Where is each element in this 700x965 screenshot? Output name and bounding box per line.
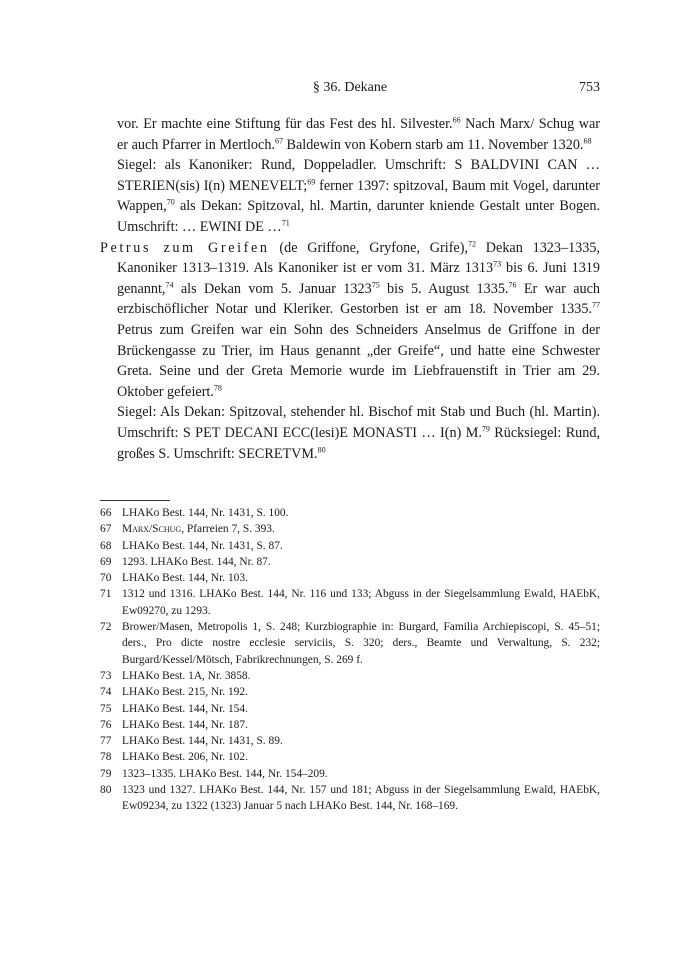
- footnote: [100, 554, 600, 570]
- footnote: [100, 668, 600, 684]
- text-run: Petrus zum Greifen war ein Sohn des Schneiders Anselmus de Griffone in der Brückengasse zu Trier, im Haus genannt „der Greife“, und hatte eine Schwester Greta. Seine und der Greta Memorie wurde im Liebfrauenstift in Trier am 29. Oktober gefeiert.: [117, 321, 600, 400]
- footnote-number: 73: [100, 669, 112, 682]
- footnote-number: 68: [100, 539, 112, 552]
- footnote-text: 1323 und 1327. LHAKo Best. 144, Nr. 157 und 181; Abguss in der Siegelsammlung Ewald, HAEbK, Ew09234, zu 1322 (1323) Januar 5 nach LHAKo Best. 144, Nr. 168–169.: [122, 784, 600, 813]
- text-run: Rücksiegel: Rund, großes S. Umschrift: SECRETVM.: [117, 424, 600, 462]
- footnote: [100, 521, 600, 537]
- entry-petrus-zum-greifen: [100, 238, 600, 403]
- footnote: [100, 733, 600, 749]
- page-number: 753: [579, 80, 600, 95]
- footnote-ref[interactable]: 70: [166, 197, 175, 207]
- footnote: [100, 619, 600, 668]
- footnote: [100, 717, 600, 733]
- text-run: als Dekan vom 5. Januar 1323: [173, 280, 372, 297]
- text-run: ferner 1397: spitzoval, Baum mit Vogel, darunter Wappen,: [117, 177, 600, 215]
- text-run: Baldewin von Kobern starb am 11. November 1320.: [282, 136, 584, 153]
- text-run: (de Griffone, Gryfone, Grife),: [269, 239, 469, 256]
- footnote-number: 70: [100, 572, 112, 585]
- footnote: [100, 749, 600, 765]
- footnote-ref[interactable]: 79: [481, 424, 490, 434]
- text-run: vor. Er machte eine Stiftung für das Fest des hl. Silvester.: [117, 116, 453, 132]
- footnote: [100, 701, 600, 717]
- text-run: Er war auch erzbischöflicher Notar und Kleriker. Gestorben ist er am 18. November 1335.: [117, 280, 600, 318]
- text-run: , Pfarreien 7, S. 393.: [181, 523, 275, 536]
- text-run: Dekan 1323–1335, Kanoniker 1313–1319. Als Kanoniker ist er vom 31. März 1313: [117, 239, 601, 277]
- footnote-number: 79: [100, 767, 112, 780]
- footnote-text: LHAKo Best. 215, Nr. 192.: [122, 686, 248, 699]
- footnote-ref[interactable]: 80: [317, 444, 326, 454]
- footnote-separator: [100, 500, 170, 501]
- main-text: [100, 114, 600, 464]
- footnote-text: 1323–1335. LHAKo Best. 144, Nr. 154–209.: [122, 767, 328, 780]
- footnote-ref[interactable]: 68: [583, 135, 592, 145]
- paragraph-petrus-seal: [100, 402, 600, 464]
- text-run: bis 6. Juni 1319 genannt,: [117, 260, 600, 297]
- footnote-number: 66: [100, 507, 112, 519]
- footnote-ref[interactable]: 66: [452, 115, 461, 125]
- footnote-number: 75: [100, 702, 112, 715]
- footnote-text: LHAKo Best. 144, Nr. 1431, S. 100.: [122, 507, 289, 519]
- footnote-number: 72: [100, 621, 112, 634]
- footnote: [100, 766, 600, 782]
- footnote-ref[interactable]: 73: [493, 259, 502, 269]
- footnote: [100, 505, 600, 521]
- footnote-number: 67: [100, 523, 112, 536]
- footnote-text: LHAKo Best. 144, Nr. 187.: [122, 718, 248, 731]
- text-run: bis 5. August 1335.: [379, 280, 509, 297]
- footnote-ref[interactable]: 72: [468, 238, 477, 248]
- footnote-text: LHAKo Best. 144, Nr. 1431, S. 87.: [122, 539, 283, 552]
- text-run: Siegel: als Kanoniker: Rund, Doppeladler. Umschrift: S BALDVINI CAN … STERIEN(sis) I(n) MENEVELT;: [117, 157, 600, 194]
- paragraph-baldewin-end: [100, 114, 600, 155]
- footnote: [100, 538, 600, 554]
- footnote-ref[interactable]: 78: [213, 382, 222, 392]
- footnote-text: 1312 und 1316. LHAKo Best. 144, Nr. 116 und 133; Abguss in der Siegelsammlung Ewald, HAEbK, Ew09270, zu 1293.: [122, 588, 600, 617]
- footnote-ref[interactable]: 74: [165, 280, 174, 290]
- footnote-number: 80: [100, 784, 112, 797]
- author-small-caps: Marx/Schug: [122, 523, 182, 536]
- footnote-number: 71: [100, 588, 112, 601]
- footnote-ref[interactable]: 71: [281, 218, 290, 228]
- footnote-ref[interactable]: 69: [307, 177, 316, 187]
- text-run: Nach Marx/ Schug war er auch Pfarrer in Mertloch.: [117, 116, 600, 153]
- footnote-number: 78: [100, 751, 112, 764]
- footnote: [100, 684, 600, 700]
- footnote-ref[interactable]: 77: [592, 300, 600, 310]
- footnote-text: LHAKo Best. 144, Nr. 1431, S. 89.: [122, 735, 283, 748]
- footnote: [100, 782, 600, 815]
- footnote: [100, 570, 600, 586]
- section-title: § 36. Dekane: [312, 80, 388, 95]
- footnote-number: 74: [100, 686, 112, 699]
- footnote-text: 1293. LHAKo Best. 144, Nr. 87.: [122, 555, 271, 568]
- footnote: [100, 586, 600, 619]
- footnote-text: LHAKo Best. 144, Nr. 103.: [122, 572, 248, 585]
- footnote-text: [122, 521, 600, 537]
- footnote-text: Brower/Masen, Metropolis 1, S. 248; Kurzbiographie in: Burgard, Familia Archiepiscopi, S. 45–51; ders., Pro dicte nostre ecclesie serviciis, S. 320; ders., Beamte und Verwaltung, S. 232; Burgard/Kessel/Mötsch, Fabrikrechnungen, S. 269 f.: [122, 621, 600, 666]
- footnote-ref[interactable]: 75: [371, 280, 380, 290]
- running-header: [100, 80, 600, 100]
- paragraph-baldewin-seal: [100, 155, 600, 237]
- footnote-text: LHAKo Best. 1A, Nr. 3858.: [122, 669, 251, 682]
- footnote-text: LHAKo Best. 206, Nr. 102.: [122, 751, 248, 764]
- footnote-number: 76: [100, 718, 112, 731]
- footnote-ref[interactable]: 76: [508, 280, 517, 290]
- footnotes: [100, 505, 600, 815]
- footnote-number: 77: [100, 735, 112, 748]
- footnote-text: LHAKo Best. 144, Nr. 154.: [122, 702, 248, 715]
- footnote-ref[interactable]: 67: [274, 135, 283, 145]
- entry-name: Petrus zum Greifen: [100, 239, 270, 256]
- footnote-number: 69: [100, 555, 112, 568]
- text-run: als Dekan: Spitzoval, hl. Martin, darunter kniende Gestalt unter Bogen. Umschrift: … EWINI DE …: [117, 198, 600, 235]
- text-run: Siegel: Als Dekan: Spitzoval, stehender hl. Bischof mit Stab und Buch (hl. Martin). Umschrift: S PET DECANI ECC(lesi)E MONASTI … I(n) M.: [117, 404, 600, 441]
